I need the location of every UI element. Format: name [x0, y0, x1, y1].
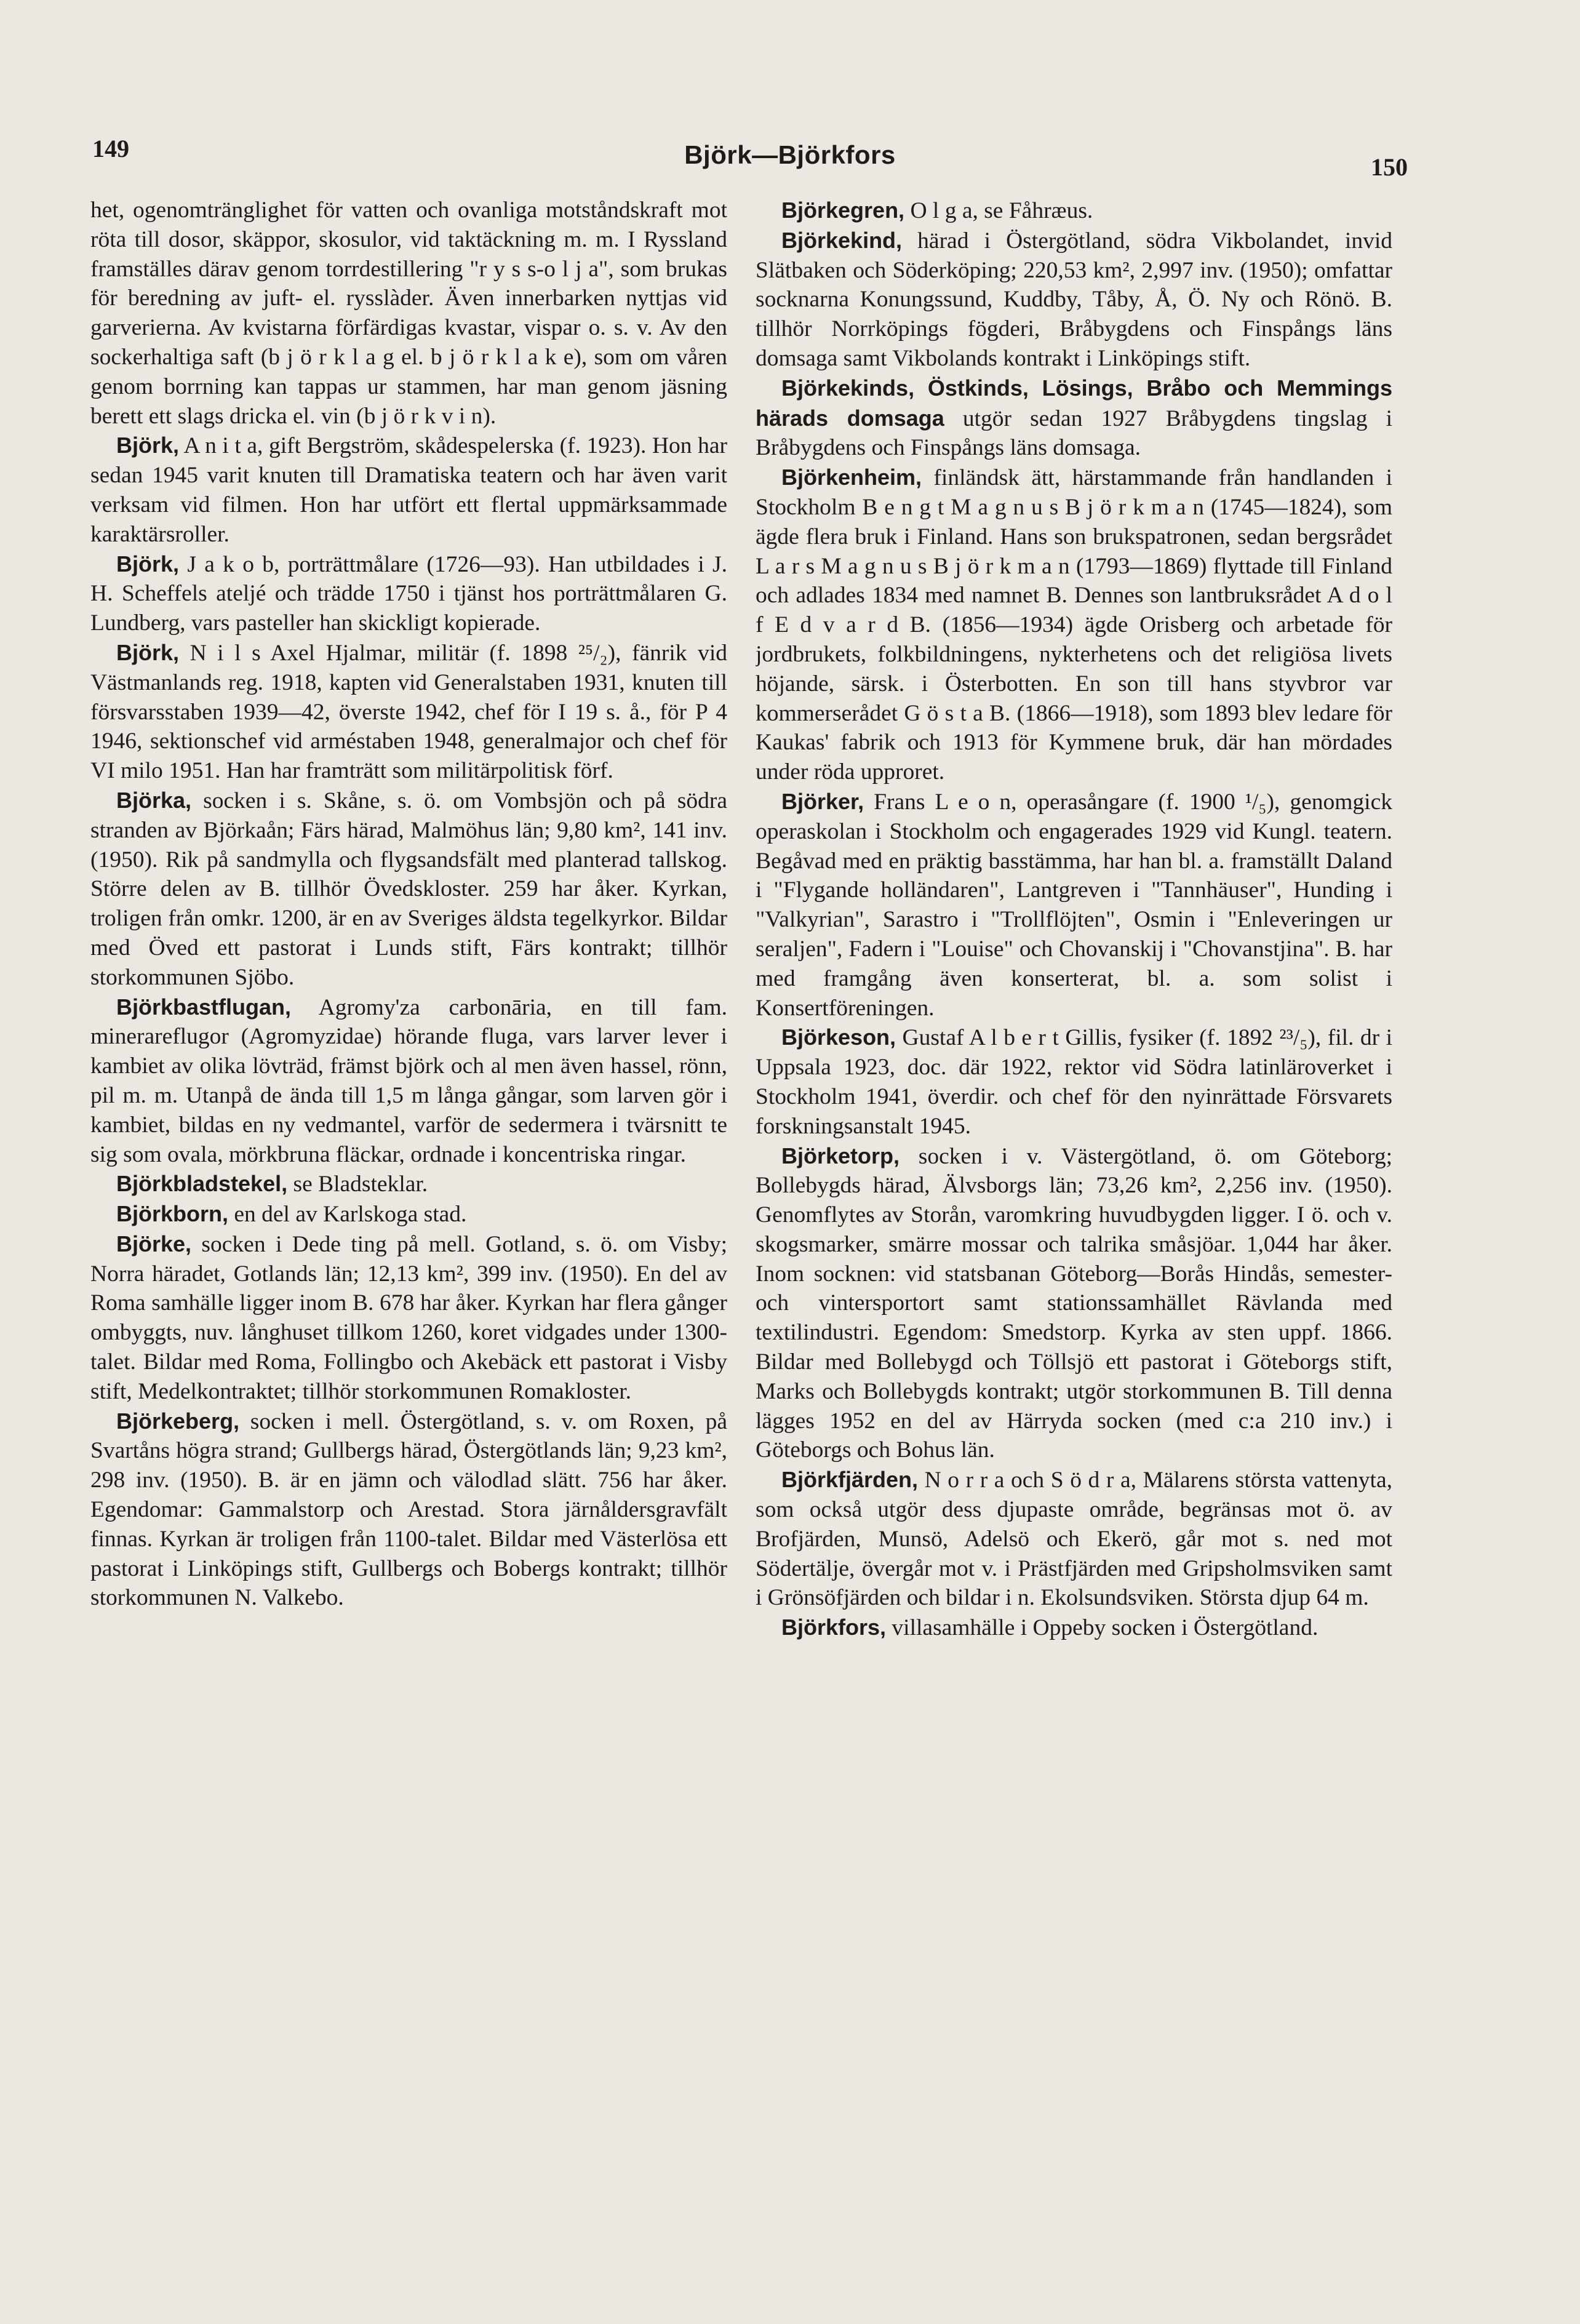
- entry-headword: Björk,: [116, 551, 180, 577]
- entry-headword: Björke,: [116, 1231, 192, 1256]
- entry: [90, 638, 727, 786]
- entry: [90, 196, 727, 431]
- entry-headword: Björk,: [116, 639, 180, 665]
- right-column: [756, 196, 1392, 2165]
- entry-text: Frans L e o n, operasångare (f. 1900 ¹/₅), genomgick operaskolan i Stockholm och engagerades 1929 vid Kungl. teatern. Begåvad med en präktig basstämma, har han bl. a. framställt Daland i "Flygande holländaren", Lantgreven i "Tannhäuser", Hunding i "Valkyrian", Sarastro i "Trollflöjten", Osmin i "Enleveringen ur seraljen", Fadern i "Louise" och Chovanskij i "Chovanstjina". B. har med framgång även konserterat, bl. a. som solist i Konsertföreningen.: [756, 789, 1392, 1021]
- entry: [756, 196, 1392, 226]
- entry-headword: Björkeson,: [781, 1024, 896, 1050]
- entry: [756, 226, 1392, 373]
- entry-text: utgör sedan 1927 Bråbygdens tingslag i Bråbygdens och Finspångs läns domsaga.: [756, 405, 1392, 461]
- entry-text: J a k o b, porträttmålare (1726—93). Han utbildades i J. H. Scheffels ateljé och trädde 1750 i tjänst hos porträttmålaren G. Lundberg, vars pasteller han skickligt kopierade.: [90, 551, 727, 636]
- entry-headword: Björkegren,: [781, 198, 905, 223]
- entry-headword: Björk,: [116, 433, 180, 458]
- entry: [90, 1169, 727, 1199]
- entry-text: N i l s Axel Hjalmar, militär (f. 1898 ²⁵/₂), fänrik vid Västmanlands reg. 1918, kapten vid Generalstaben 1931, knuten till försvarsstaben 1939—42, överste 1942, chef för I 19 s. å., för P 4 1946, sektionschef vid arméstaben 1948, generalmajor och chef för VI milo 1951. Han har framträtt som militärpolitisk förf.: [90, 640, 727, 784]
- left-column: [90, 196, 727, 2165]
- entry-headword: Björketorp,: [781, 1143, 900, 1168]
- entry-headword: Björkekind,: [781, 227, 903, 253]
- entry-text: het, ogenomtränglighet för vatten och ovanliga motståndskraft mot röta till dosor, skäppor, skosulor, vid taktäckning m. m. I Ryssland framställes därav genom torrdestillering "r y s s-o l j a", som brukas för beredning av juft- el. rysslàder. Även innerbarken nyttjas vid garverierna. Av kvistarna förfärdigas kvastar, vispar o. s. v. Av den sockerhaltiga saft (b j ö r k l a g el. b j ö r k l a k e), som om våren genom borrning kan tappas ur stammen, har man genom jäsning berett ett slags dricka el. vin (b j ö r k v i n).: [90, 198, 727, 429]
- entry-headword: Björker,: [781, 788, 864, 814]
- entry-headword: Björkekinds, Östkinds, Lösings, Bråbo och Memmings härads domsaga: [756, 375, 1392, 431]
- entry-headword: Björkborn,: [116, 1201, 229, 1227]
- entry: [756, 373, 1392, 463]
- entry-text: härad i Östergötland, södra Vikbolandet, invid Slätbaken och Söderköping; 220,53 km², 2,997 inv. (1950); omfattar socknarna Konungssund, Kuddby, Tåby, Å, Ö. Ny och Rönö. B. tillhör Norrköpings fögderi, Bråbygdens och Finspångs läns domsaga samt Vikbolands kontrakt i Linköpings stift.: [756, 228, 1392, 371]
- entry-text: finländsk ätt, härstammande från handlanden i Stockholm B e n g t M a g n u s B j ö r k m a n (1745—1824), som ägde flera bruk i Finland. Hans son brukspatronen, sedan bergsrådet L a r s M a g n u s B j ö r k m a n (1793—1869) flyttade till Finland och adlades 1834 med namnet B. Dennes son lantbruksrådet A d o l f E d v a r d B. (1856—1934) ägde Orisberg och arbetade för jordbrukets, folkbildningens, nykterhetens och det religiösa livets höjande, särsk. i Österbotten. En son till hans styvbror var kommerserådet G ö s t a B. (1866—1918), som 1893 blev ledare för Kaukas' fabrik och 1913 för Kymmene bruk, där han mördades under röda upproret.: [756, 465, 1392, 785]
- entry-text: socken i mell. Östergötland, s. v. om Roxen, på Svartåns högra strand; Gullbergs härad, Östergötlands län; 9,23 km², 298 inv. (1950). B. är en jämn och välodlad slätt. 756 har åker. Egendomar: Gammalstorp och Arestad. Stora järnåldersgravfält finnas. Kyrkan är troligen från 1100-talet. Bildar med Västerlösa ett pastorat i Linköpings stift, Gullbergs och Bobergs kontrakt; tillhör storkommunen N. Valkebo.: [90, 1408, 727, 1611]
- entry-headword: Björkenheim,: [781, 465, 922, 490]
- entry: [756, 463, 1392, 787]
- entry-headword: Björkbastflugan,: [116, 994, 292, 1020]
- entry: [90, 786, 727, 992]
- entry-text: se Bladsteklar.: [287, 1172, 428, 1197]
- entry-text: socken i Dede ting på mell. Gotland, s. ö. om Visby; Norra häradet, Gotlands län; 12,13 km², 399 inv. (1950). En del av Roma samhälle ligger inom B. 678 har åker. Kyrkan har flera gånger ombyggts, nuv. långhuset tillkom 1260, koret vidgades under 1300-talet. Bildar med Roma, Follingbo och Akebäck ett pastorat i Visby stift, Medelkontraktet; tillhör storkommunen Romakloster.: [90, 1231, 727, 1404]
- entry-headword: Björka,: [116, 787, 192, 813]
- entry-text: Gustaf A l b e r t Gillis, fysiker (f. 1892 ²³/₅), fil. dr i Uppsala 1923, doc. där 1922, rektor vid Södra latinläroverket i Stockholm 1941, överdir. och chef för den nyinrättade Försvarets forskningsanstalt 1945.: [756, 1025, 1392, 1139]
- entry-text: socken i s. Skåne, s. ö. om Vombsjön och på södra stranden av Björkaån; Färs härad, Malmöhus län; 9,80 km², 141 inv. (1950). Rik på sandmylla och flygsandsfält med planterad tallskog. Större delen av B. tillhör Övedskloster. 259 har åker. Kyrkan, troligen från omkr. 1200, är en av Sveriges äldsta tegelkyrkor. Bildar med Öved ett pastorat i Lunds stift, Färs kontrakt; tillhör storkommunen Sjöbo.: [90, 788, 727, 990]
- entry: [90, 549, 727, 638]
- entry: [90, 1199, 727, 1229]
- entry-text: N o r r a och S ö d r a, Mälarens största vattenyta, som också utgör dess djupaste område, begränsas mot ö. av Brofjärden, Munsö, Adelsö och Ekerö, går mot s. ned mot Södertälje, övergår mot v. i Prästfjärden med Gripsholmsviken samt i Grönsöfjärden och bildar i n. Ekolsundsviken. Största djup 64 m.: [756, 1467, 1392, 1611]
- entry-headword: Björkfjärden,: [781, 1467, 919, 1493]
- entry-text: villasamhälle i Oppeby socken i Östergötland.: [886, 1615, 1319, 1641]
- entry-text: O l g a, se Fåhræus.: [904, 198, 1093, 223]
- entry: [756, 1141, 1392, 1466]
- entry-text: A n i t a, gift Bergström, skådespelerska (f. 1923). Hon har sedan 1945 varit knuten till Dramatiska teatern och har även varit verksam vid filmen. Hon har utfört ett flertal uppmärksammade karaktärsroller.: [90, 433, 727, 547]
- entry-headword: Björkbladstekel,: [116, 1171, 288, 1197]
- entry-text: socken i v. Västergötland, ö. om Göteborg; Bollebygds härad, Älvsborgs län; 73,26 km², 2,256 inv. (1950). Genomflytes av Storån, varomkring huvudbygden ligger. I ö. och v. skogsmarker, smärre mossar och talrika småsjöar. 1,044 har åker. Inom socknen: vid statsbanan Göteborg—Borås Hindås, semester- och vintersportort samt stationssamhället Rävlanda med textilindustri. Egendom: Smedstorp. Kyrka av sten uppf. 1866. Bildar med Bollebygd och Töllsjö ett pastorat i Göteborgs stift, Marks och Bollebygds kontrakt; utgör storkommunen B. Till denna lägges 1952 en del av Härryda socken (med c:a 210 inv.) i Göteborgs och Bohus län.: [756, 1143, 1392, 1463]
- entry-text: en del av Karlskoga stad.: [228, 1202, 467, 1228]
- entry: [90, 992, 727, 1170]
- right-page-number: 150: [1371, 153, 1408, 181]
- entry: [756, 787, 1392, 1023]
- entry: [90, 1407, 727, 1613]
- entry: [756, 1465, 1392, 1613]
- entry: [90, 1229, 727, 1407]
- entry-headword: Björkeberg,: [116, 1408, 240, 1434]
- running-header: Björk—Björkfors: [684, 140, 896, 169]
- left-page-number: 149: [92, 135, 129, 162]
- entry: [756, 1023, 1392, 1141]
- entry: [756, 1613, 1392, 1643]
- entry-text: Agromy'za carbonāria, en till fam. minerareflugor (Agromyzidae) hörande fluga, vars larver lever i kambiet av olika lövträd, främst björk och al men även hassel, rönn, pil m. m. Utanpå de ända till 1,5 m långa gångar, som larven gör i kambiet, bildas en ny vedmantel, varför de sedermera i tvärsnitt te sig som ovala, mörkbruna fläckar, ordnade i koncentriska ringar.: [90, 994, 727, 1167]
- entry: [90, 431, 727, 549]
- entry-headword: Björkfors,: [781, 1615, 887, 1640]
